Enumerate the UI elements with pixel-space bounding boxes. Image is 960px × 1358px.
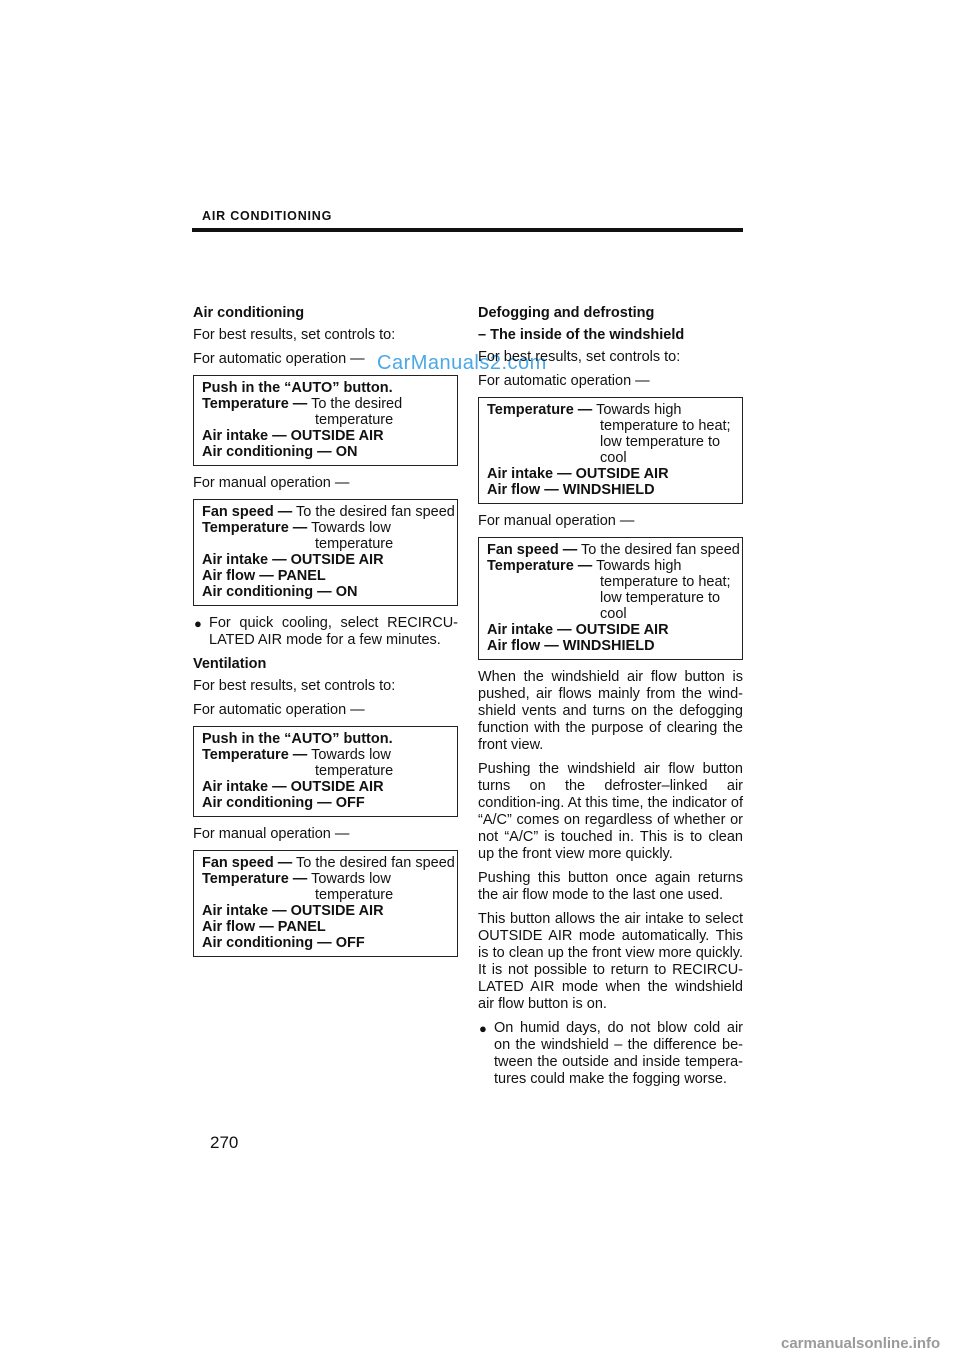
left-column (193, 305, 458, 966)
vent-manual-label: For manual operation — (193, 826, 350, 842)
vent-auto-label: For automatic operation — (193, 702, 365, 718)
box-line: Air intake — OUTSIDE AIR (202, 779, 384, 795)
body-paragraph: This button allows the air intake to select OUTSIDE AIR mode automatically. This is to clean up the front view more quickly. It is not possible to return to RECIRCU-LATED AIR mode when the windshield air flow button is on. (478, 911, 743, 1012)
box-line-label: Temperature — (202, 520, 308, 536)
box-line-value: To the desired fan speed (292, 855, 455, 871)
box-line: Air conditioning — OFF (202, 795, 365, 811)
box-line-value: Towards low (307, 520, 391, 536)
box-line: Air conditioning — OFF (202, 935, 365, 951)
ac-manual-settings-box (193, 499, 458, 606)
box-line: temperature (315, 536, 394, 552)
box-line-value: Towards high (592, 402, 682, 418)
vent-heading: Ventilation (193, 656, 267, 672)
box-line: temperature (315, 412, 394, 428)
defog-auto-settings-box (478, 397, 743, 504)
box-line: Air intake — OUTSIDE AIR (202, 428, 384, 444)
box-line: Air flow — PANEL (202, 568, 326, 584)
box-line-label: Temperature — (487, 402, 593, 418)
box-line (487, 558, 736, 574)
box-line-value: To the desired fan speed (292, 504, 455, 520)
box-line (202, 396, 451, 412)
box-line-label: Temperature — (487, 558, 593, 574)
box-line-label: Temperature — (202, 396, 308, 412)
defog-manual-label: For manual operation — (478, 513, 635, 529)
watermark: CarManuals2.com (377, 352, 547, 374)
box-line: temperature (315, 763, 394, 779)
bullet-item (478, 1020, 743, 1088)
box-line-value: To the desired (307, 396, 403, 412)
bullet-item (193, 615, 458, 649)
box-line: cool (600, 450, 627, 466)
box-line: Air intake — OUTSIDE AIR (202, 552, 384, 568)
box-line-value: Towards low (307, 871, 391, 887)
box-line: temperature to heat; (600, 574, 731, 590)
box-line (487, 402, 736, 418)
vent-manual-settings-box (193, 850, 458, 957)
defog-heading: Defogging and defrosting (478, 305, 655, 321)
box-line: low temperature to (600, 434, 721, 450)
box-line: Air conditioning — ON (202, 584, 358, 600)
box-line: cool (600, 606, 627, 622)
box-line: Air flow — WINDSHIELD (487, 482, 655, 498)
defog-subheading: – The inside of the windshield (478, 327, 685, 343)
bullet-dot-icon: ● (479, 1021, 487, 1036)
defog-manual-settings-box (478, 537, 743, 660)
box-line: Push in the “AUTO” button. (202, 380, 393, 396)
box-line (202, 747, 451, 763)
box-line-value: Towards low (307, 747, 391, 763)
section-header-title: AIR CONDITIONING (202, 209, 333, 223)
box-line: Air intake — OUTSIDE AIR (487, 466, 669, 482)
box-line: temperature to heat; (600, 418, 731, 434)
box-line: Push in the “AUTO” button. (202, 731, 393, 747)
ac-auto-label: For automatic operation — (193, 351, 365, 367)
box-line (202, 871, 451, 887)
ac-heading: Air conditioning (193, 305, 305, 321)
box-line-label: Temperature — (202, 747, 308, 763)
box-line-label: Fan speed — (487, 542, 578, 558)
box-line: Air flow — WINDSHIELD (487, 638, 655, 654)
box-line-value: To the desired fan speed (577, 542, 740, 558)
header-rule (192, 228, 743, 232)
bullet-text: On humid days, do not blow cold air on the windshield – the difference be-tween the outside and inside tempera-tures could make the fogging worse. (494, 1020, 743, 1087)
box-line: temperature (315, 887, 394, 903)
body-paragraph: Pushing the windshield air flow button turns on the defroster–linked air condition-ing. At this time, the indicator of “A/C” comes on regardless of whether or not “A/C” is touched in. This is to clean up the front view more quickly. (478, 761, 743, 862)
box-line (202, 855, 455, 871)
right-column (478, 305, 743, 1095)
bullet-dot-icon: ● (194, 616, 202, 631)
body-paragraph: Pushing this button once again returns the air flow mode to the last one used. (478, 870, 743, 903)
box-line (202, 504, 455, 520)
box-line: Air conditioning — ON (202, 444, 358, 460)
box-line (202, 520, 451, 536)
box-line-value: Towards high (592, 558, 682, 574)
defog-intro: For best results, set controls to: (478, 349, 681, 365)
body-paragraph: When the windshield air flow button is pushed, air flows mainly from the wind-shield vents and turns on the defogging function with the purpose of clearing the front view. (478, 669, 743, 753)
bullet-text: For quick cooling, select RECIRCU-LATED AIR mode for a few minutes. (209, 615, 458, 648)
ac-manual-label: For manual operation — (193, 475, 350, 491)
box-line-label: Fan speed — (202, 504, 293, 520)
box-line-label: Fan speed — (202, 855, 293, 871)
box-line: Air intake — OUTSIDE AIR (202, 903, 384, 919)
page-number: 270 (210, 1133, 239, 1152)
box-line (487, 542, 740, 558)
box-line: Air flow — PANEL (202, 919, 326, 935)
footer-site-link[interactable]: carmanualsonline.info (781, 1335, 941, 1352)
vent-auto-settings-box (193, 726, 458, 817)
box-line: Air intake — OUTSIDE AIR (487, 622, 669, 638)
box-line-label: Temperature — (202, 871, 308, 887)
box-line: low temperature to (600, 590, 721, 606)
ac-auto-settings-box (193, 375, 458, 466)
defog-auto-label: For automatic operation — (478, 373, 650, 389)
vent-intro: For best results, set controls to: (193, 678, 396, 694)
ac-intro: For best results, set controls to: (193, 327, 396, 343)
